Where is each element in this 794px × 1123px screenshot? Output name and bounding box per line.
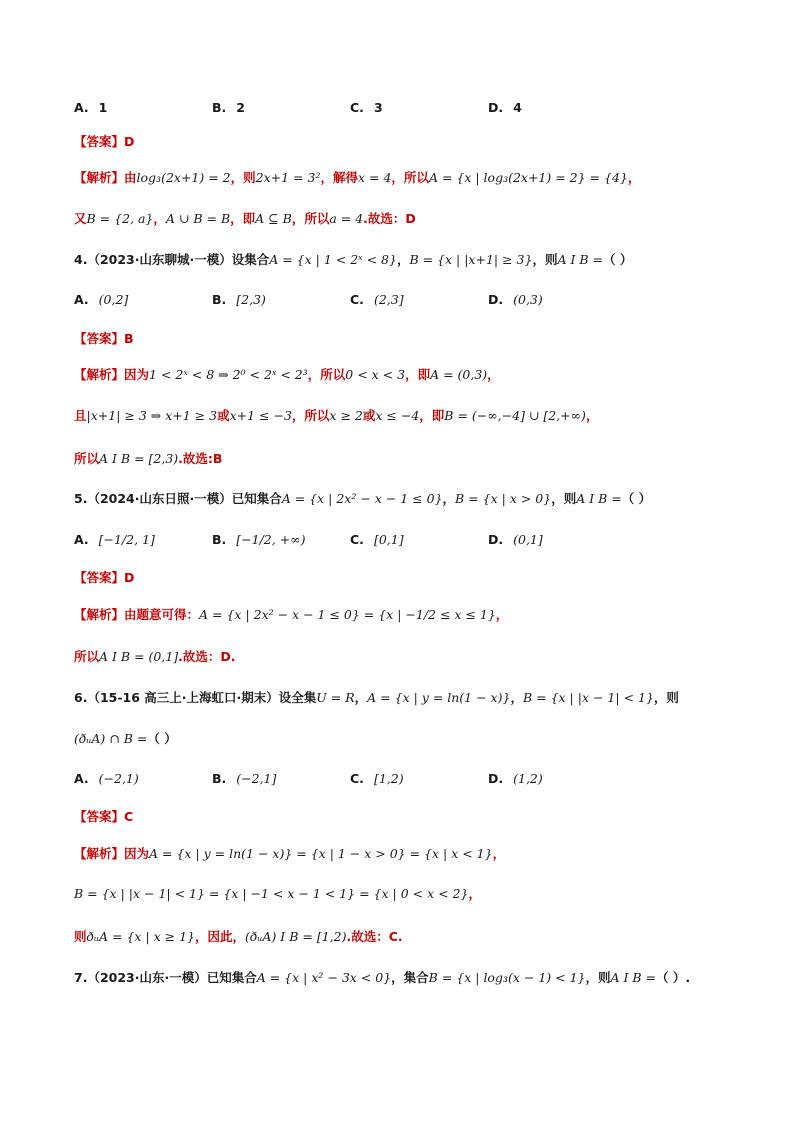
q4-option-a: A. (0,2] (74, 292, 129, 307)
q6-option-d: D. (1,2) (488, 771, 543, 786)
q6-answer: 【答案】C (74, 809, 134, 824)
q3-answer: 【答案】D (74, 134, 135, 149)
q4-option-b: B. [2,3) (212, 292, 266, 307)
q5-option-b: B. [−1/2, +∞) (212, 532, 306, 547)
q6-options (74, 771, 714, 791)
q5-option-a: A. [−1/2, 1] (74, 532, 155, 547)
q3-analysis-line-1: 【解析】由log₃(2x+1) = 2，则2x+1 = 3²，解得x = 4，所以A = {x | log₃(2x+1) = 2} = {4}， (74, 170, 641, 185)
q6-analysis-line-3: 则ðᵤA = {x | x ≥ 1}，因此，(ðᵤA) I B = [1,2).故选：C. (74, 929, 403, 944)
q3-option-c: C. 3 (350, 100, 383, 115)
q3-options (74, 100, 714, 120)
q5-analysis-line-1: 【解析】由题意可得：A = {x | 2x² − x − 1 ≤ 0} = {x | −1/2 ≤ x ≤ 1}， (74, 607, 509, 622)
q5-analysis-line-2: 所以A I B = (0,1].故选：D. (74, 649, 236, 664)
q3-option-b: B. 2 (212, 100, 245, 115)
q6-option-c: C. [1,2) (350, 771, 404, 786)
q5-stem: 5.（2024·山东日照·一模）已知集合A = {x | 2x² − x − 1 ≤ 0}，B = {x | x > 0}，则A I B =（ ） (74, 491, 652, 506)
q4-analysis-line-3: 所以A I B = [2,3).故选:B (74, 451, 223, 466)
q6-option-b: B. (−2,1] (212, 771, 277, 786)
q6-analysis-line-1: 【解析】因为A = {x | y = ln(1 − x)} = {x | 1 − x > 0} = {x | x < 1}， (74, 846, 506, 861)
q3-option-d: D. 4 (488, 100, 522, 115)
q6-option-a: A. (−2,1) (74, 771, 139, 786)
q3-option-a: A. 1 (74, 100, 108, 115)
q6-stem: 6.（15-16 高三上·上海虹口·期末）设全集U = R，A = {x | y = ln(1 − x)}，B = {x | |x − 1| < 1}，则 (74, 690, 679, 705)
q6-analysis-line-2: B = {x | |x − 1| < 1} = {x | −1 < x − 1 < 1} = {x | 0 < x < 2}， (74, 886, 481, 901)
q4-option-d: D. (0,3) (488, 292, 543, 307)
q4-stem: 4.（2023·山东聊城·一模）设集合A = {x | 1 < 2ˣ < 8}，B = {x | |x+1| ≥ 3}，则A I B =（ ） (74, 252, 633, 267)
q5-answer: 【答案】D (74, 570, 135, 585)
q4-answer: 【答案】B (74, 331, 134, 346)
q5-option-d: D. (0,1] (488, 532, 543, 547)
q7-stem: 7.（2023·山东·一模）已知集合A = {x | x² − 3x < 0}，集合B = {x | log₃(x − 1) < 1}，则A I B =（ ）. (74, 970, 691, 985)
q6-stem-line-2: (ðᵤA) ∩ B =（ ） (74, 731, 177, 746)
q5-option-c: C. [0,1] (350, 532, 404, 547)
q3-analysis-line-2: 又B = {2, a}，A ∪ B = B，即A ⊆ B，所以a = 4.故选：D (74, 211, 416, 226)
q4-analysis-line-2: 且|x+1| ≥ 3 ⇒ x+1 ≥ 3或x+1 ≤ −3，所以x ≥ 2或x ≤ −4，即B = (−∞,−4] ∪ [2,+∞)， (74, 408, 599, 423)
q4-options (74, 292, 714, 312)
q4-analysis-line-1: 【解析】因为1 < 2ˣ < 8 ⇒ 2⁰ < 2ˣ < 2³，所以0 < x < 3，即A = (0,3)， (74, 367, 500, 382)
q5-options (74, 532, 714, 552)
q4-option-c: C. (2,3] (350, 292, 404, 307)
